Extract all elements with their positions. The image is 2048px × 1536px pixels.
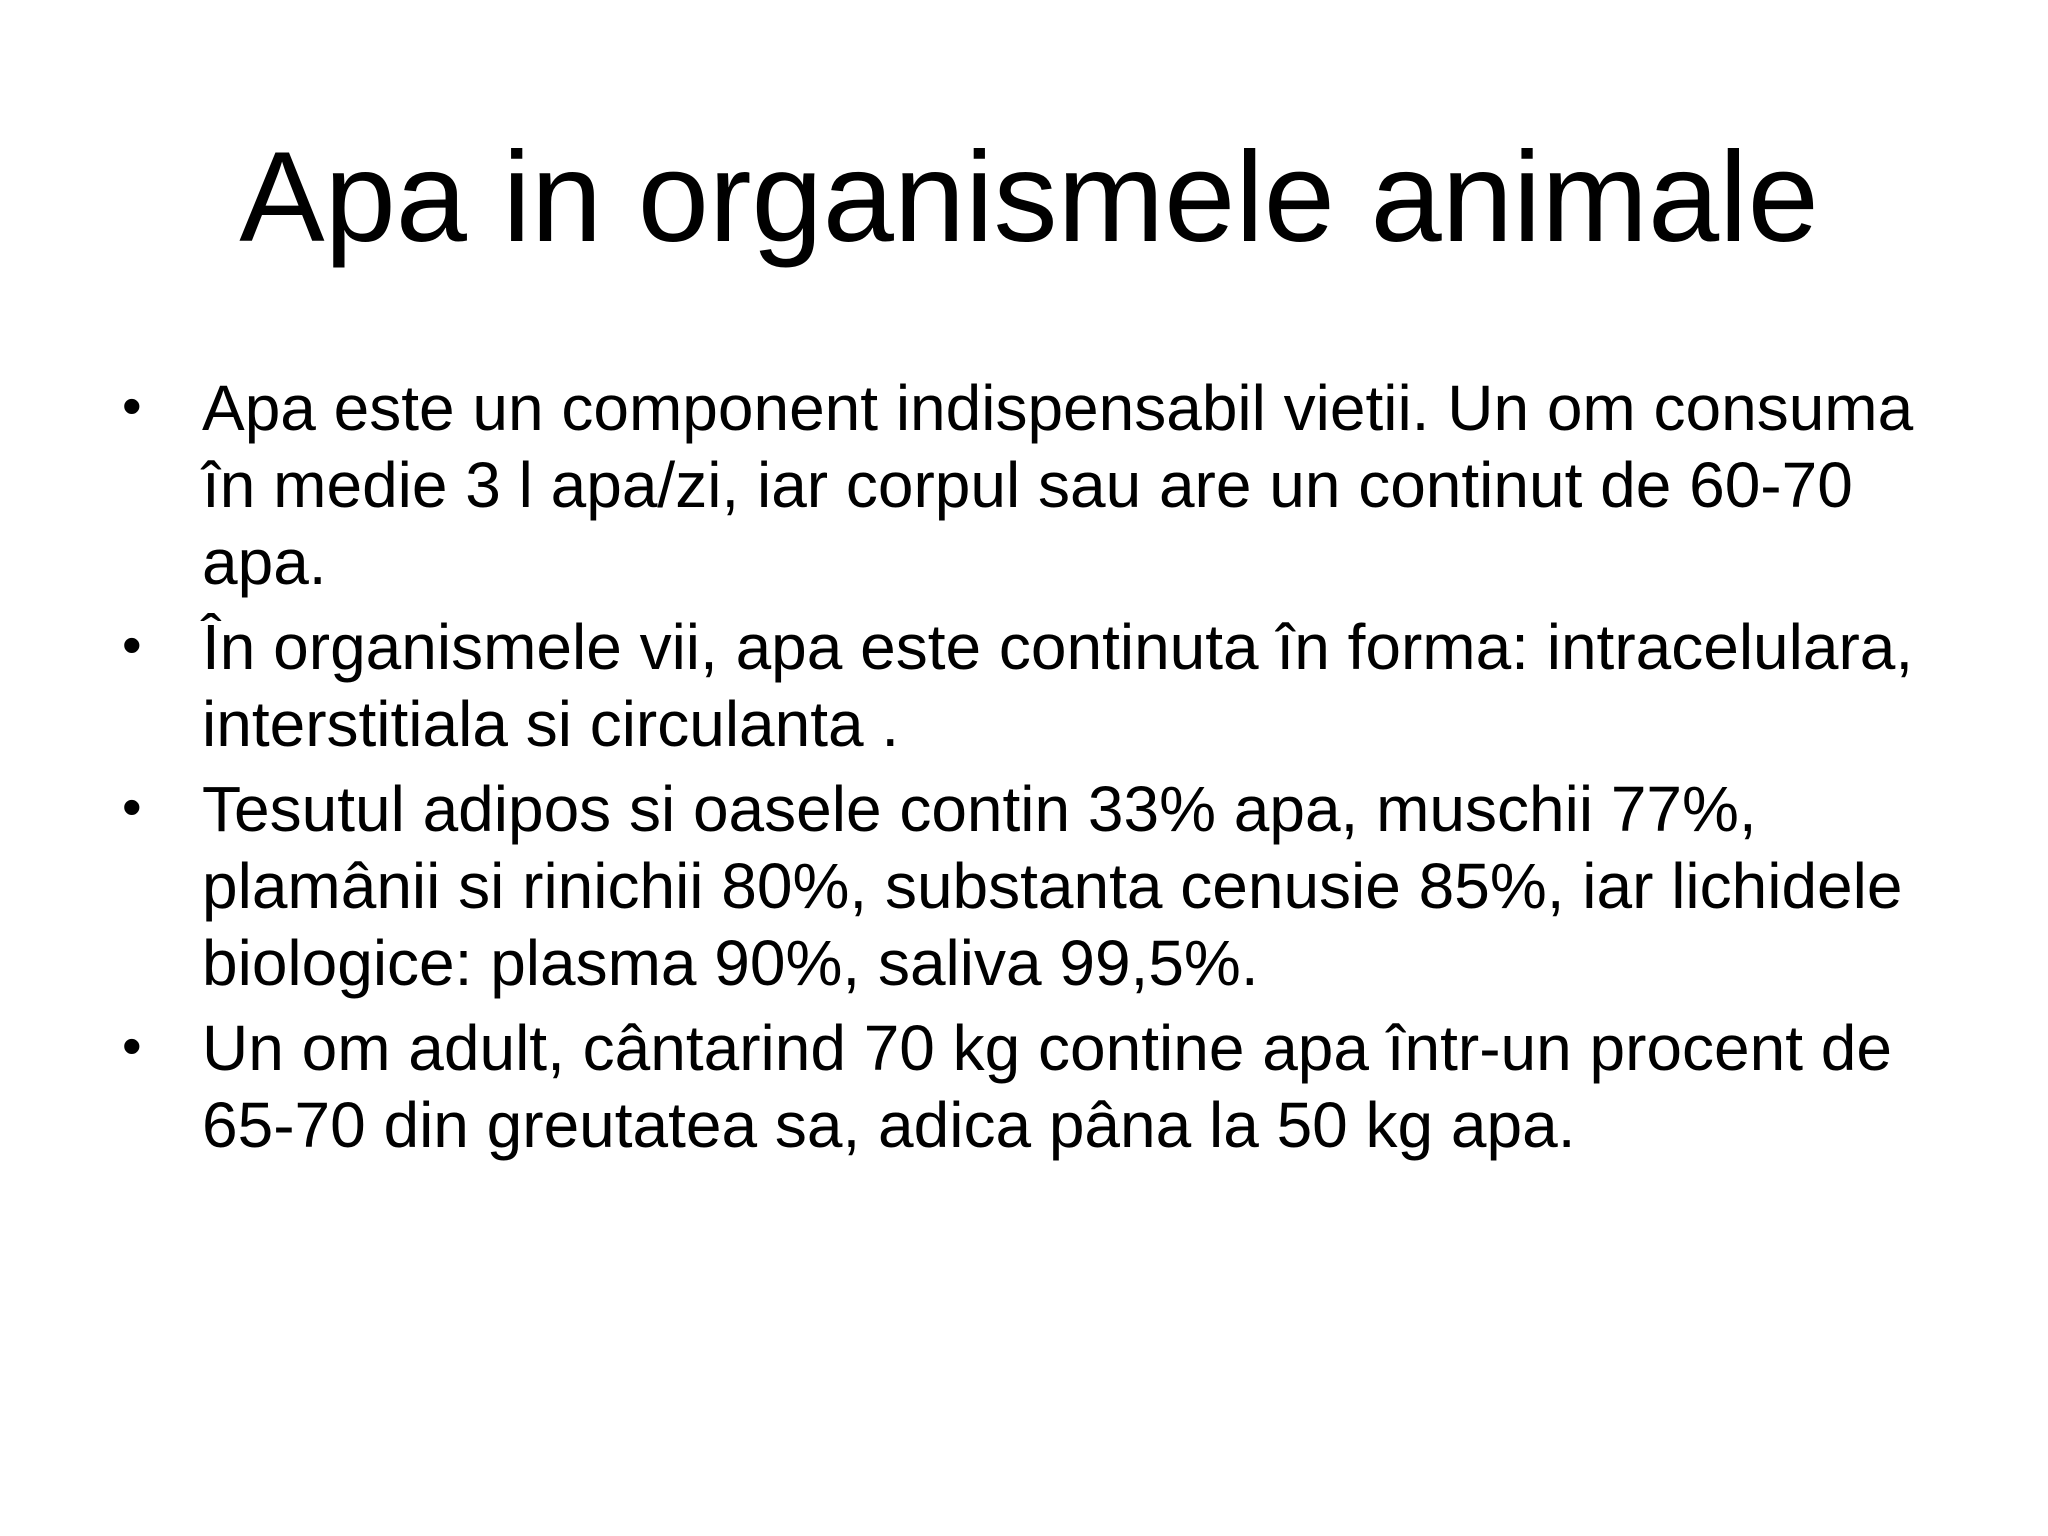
bullet-text: Tesutul adipos si oasele contin 33% apa, muschii 77%, plamânii si rinichii 80%, substanta cenusie 85%, iar lichidele biologice: plasma 90%, saliva 99,5%. [202, 773, 1903, 999]
bullet-marker: • [122, 1014, 142, 1077]
bullet-marker: • [122, 613, 142, 676]
bullet-item-3 [120, 771, 1950, 1002]
bullet-marker: • [122, 775, 142, 838]
bullet-text: Apa este un component indispensabil vietii. Un om consuma în medie 3 l apa/zi, iar corpul sau are un continut de 60-70 apa. [202, 372, 1914, 598]
bullet-list [120, 370, 1950, 1172]
bullet-text: Un om adult, cântarind 70 kg contine apa într-un procent de 65-70 din greutatea sa, adica pâna la 50 kg apa. [202, 1012, 1892, 1161]
bullet-item-4 [120, 1010, 1950, 1164]
bullet-marker: • [122, 374, 142, 437]
bullet-text: În organismele vii, apa este continuta în forma: intracelulara, interstitiala si circulanta . [202, 611, 1914, 760]
slide-title: Apa in organismele animale [239, 126, 1819, 269]
bullet-item-1 [120, 370, 1950, 601]
bullet-item-2 [120, 609, 1950, 763]
